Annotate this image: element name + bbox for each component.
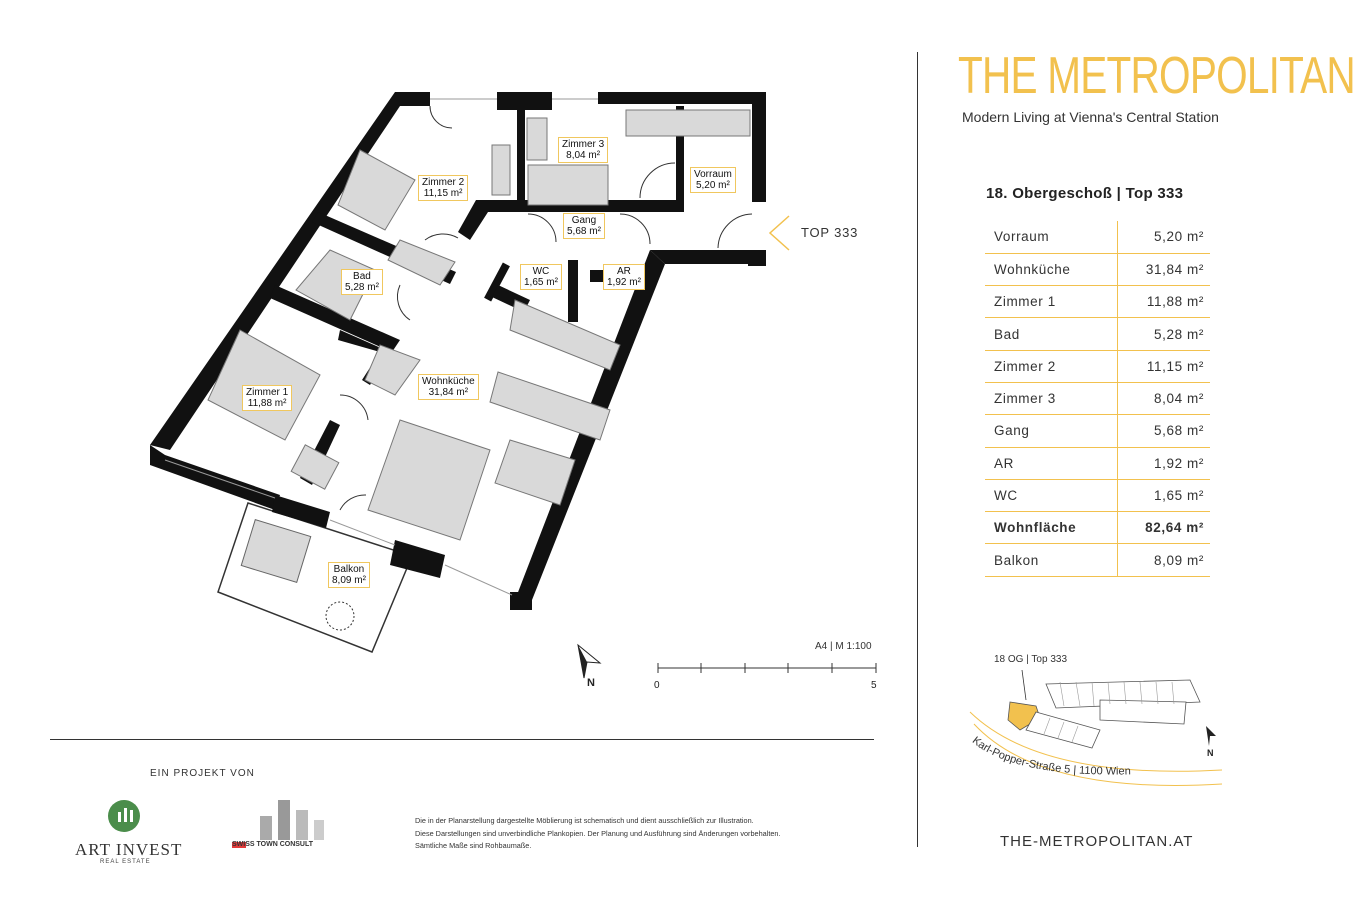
furniture [208, 110, 750, 540]
room-label-wohnkueche: Wohnküche 31,84 m² [418, 374, 479, 400]
swiss-town-consult-logo: SWISS TOWN CONSULT [230, 798, 330, 868]
area-row: AR 1,92 m² [985, 447, 1210, 479]
area-row: Zimmer 3 8,04 m² [985, 382, 1210, 414]
room-label-ar: AR 1,92 m² [603, 264, 645, 290]
project-by-label: EIN PROJEKT VON [150, 768, 255, 779]
area-row: Wohnküche 31,84 m² [985, 253, 1210, 285]
area-row: Bad 5,28 m² [985, 318, 1210, 350]
art-invest-logo: ART INVEST REAL ESTATE [72, 798, 177, 868]
area-row: Zimmer 2 11,15 m² [985, 350, 1210, 382]
area-row-total: Wohnfläche 82,64 m² [985, 512, 1210, 544]
minimap-street-label: Karl-Popper-Straße 5 | 1100 Wien [969, 734, 1131, 778]
room-label-zimmer2: Zimmer 2 11,15 m² [418, 175, 468, 201]
scale-label: A4 | M 1:100 [815, 641, 872, 652]
sidebar-divider [917, 52, 918, 847]
north-letter: N [587, 677, 595, 689]
area-table [985, 221, 1210, 577]
brand-subtitle: Modern Living at Vienna's Central Station [962, 109, 1219, 125]
entrance-arrow [770, 216, 789, 250]
scale-start: 0 [654, 680, 660, 691]
scale-bar [650, 658, 890, 698]
svg-text:N: N [1207, 748, 1214, 758]
scale-end: 5 [871, 680, 877, 691]
disclaimer: Die in der Planarstellung dargestellte Möblierung ist schematisch und dient ausschließlich zur Illustration. Diese Darstellungen sind unverbindliche Plankopien. Der Planung und Ausführung sind Änderungen vorbehalten. Sämtliche Maße sind Rohbaumaße. [415, 816, 781, 850]
area-row: WC 1,65 m² [985, 479, 1210, 511]
minimap-north-icon [1206, 726, 1216, 746]
room-label-zimmer3: Zimmer 3 8,04 m² [558, 137, 608, 163]
room-label-balkon: Balkon 8,09 m² [328, 562, 370, 588]
minimap-label: 18 OG | Top 333 [994, 654, 1068, 665]
entrance-label: TOP 333 [801, 225, 859, 240]
balcony-outline [218, 503, 412, 652]
area-row: Vorraum 5,20 m² [985, 221, 1210, 253]
brand-title: THE METROPOLITAN [958, 47, 1355, 105]
room-label-gang: Gang 5,68 m² [563, 213, 605, 239]
floor-title: 18. Obergeschoß | Top 333 [986, 185, 1184, 202]
location-minimap [960, 660, 1225, 810]
area-row: Balkon 8,09 m² [985, 544, 1210, 576]
footer-divider [50, 739, 874, 740]
area-row: Gang 5,68 m² [985, 415, 1210, 447]
area-row: Zimmer 1 11,88 m² [985, 286, 1210, 318]
room-label-bad: Bad 5,28 m² [341, 269, 383, 295]
website-link[interactable]: THE-METROPOLITAN.AT [1000, 833, 1194, 850]
room-label-vorraum: Vorraum 5,20 m² [690, 167, 736, 193]
room-label-zimmer1: Zimmer 1 11,88 m² [242, 385, 292, 411]
room-label-wc: WC 1,65 m² [520, 264, 562, 290]
